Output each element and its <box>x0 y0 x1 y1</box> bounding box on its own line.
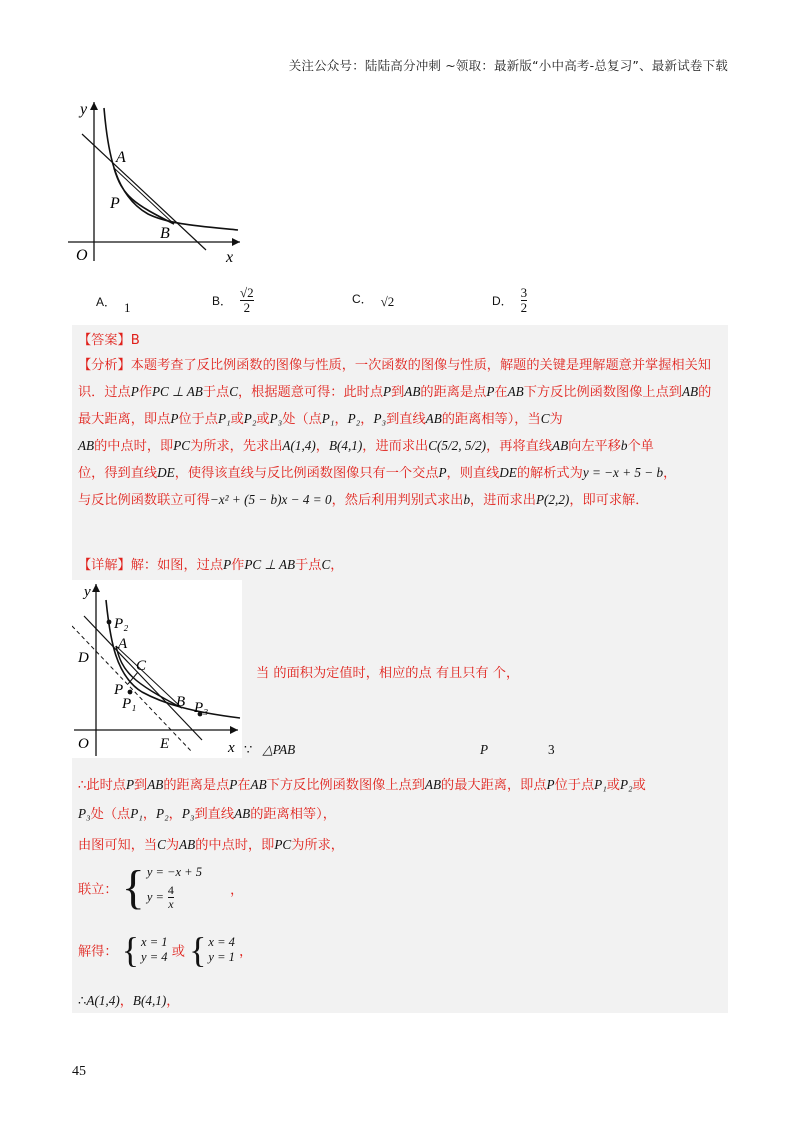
detail-system-setup: 联立： { y = −x + 5 y = $\frac{4}{x}$ ， <box>78 861 244 914</box>
choice-d-den: 2 <box>520 300 528 315</box>
detail-line-1: 【详解】解：如图，过点P作PC ⊥ AB于点C， <box>78 557 344 573</box>
fig2-label-x: x <box>228 740 235 756</box>
answer-line <box>78 328 724 354</box>
fig1-label-A: A <box>116 149 126 166</box>
detail-mid-3: 3 <box>548 742 555 757</box>
fig1-label-P: P <box>110 195 120 212</box>
choice-c-letter: C． <box>352 291 373 306</box>
choice-a[interactable] <box>96 286 131 316</box>
choice-d-letter: D． <box>492 294 513 308</box>
analysis-paragraph: 【分析】本题考查了反比例函数的图像与性质，一次函数的图像与性质，解题的关键是理解题意并掌握相关知识．过点P作PC ⊥ AB于点C，根据题意可得：此时点P到AB的距离是点P在AB下方反比例函数图像上点到AB的最大距离，即点P位于点P₁或P₂或P₃处（点P₁，P₂，P₃到直线AB的距离相等），当C为 AB的中点时，即PC为所求，先求出A(1,4)，B(4,1)，进而求出C(5/2, 5/2)，再将直线AB向左平移b个单 位，得到直线DE，使得该直线与反比例函数图像只有一个交点P，则直线DE的解析式为y = −x + 5 − b， 与反比例函数联立可得−x² + (5 − b)x − 4 = 0，然后利用判别式求出b，进而求出P(2,2)，即可求解． <box>78 358 712 508</box>
detail-line-4: 由图可知，当C为AB的中点时，即PC为所求， <box>78 837 344 853</box>
fig2-label-P: P <box>114 682 124 698</box>
choice-d-num: 3 <box>520 285 528 300</box>
choice-a-letter: A． <box>96 294 117 309</box>
solution-system-2: { x = 4 y = 1 <box>189 930 235 970</box>
fig1-label-O: O <box>76 247 88 264</box>
answer-choices <box>96 286 656 318</box>
figure-hyperbola-2 <box>72 580 242 758</box>
detail-conclusion: ∴A(1,4)，B(4,1)， <box>78 993 180 1009</box>
fig2-label-O: O <box>78 736 89 752</box>
fig2-label-A: A <box>118 636 128 652</box>
choice-c-value: √2 <box>380 294 395 309</box>
detail-mid-statement: 当 的面积为定值时，相应的点 有且只有 个， <box>256 666 520 681</box>
solution-system-1: { x = 1 y = 4 <box>121 930 168 970</box>
fig1-label-y: y <box>80 101 88 118</box>
choice-d-fraction <box>521 286 528 315</box>
page-header: 关注公众号：陆陆高分冲刺 ~领取：最新版“小中高考-总复习”、最新试卷下载 <box>288 58 728 73</box>
fig2-label-P1: P₁ <box>122 696 137 712</box>
choice-b-num: √2 <box>240 285 254 300</box>
choice-a-value: 1 <box>124 300 131 315</box>
fig2-label-E: E <box>160 736 170 752</box>
detail-mid-math: ∵ △PAB <box>244 742 296 757</box>
detail-line-2: ∴此时点P到AB的距离是点P在AB下方反比例函数图像上点到AB的最大距离，即点P位于点P₁或P₂或 <box>78 777 646 793</box>
fig2-label-D: D <box>78 650 89 666</box>
fig1-label-B: B <box>160 225 170 242</box>
detail-line-3: P₃处（点P₁，P₂，P₃到直线AB的距离相等）， <box>78 806 336 822</box>
fig2-label-y: y <box>84 584 91 600</box>
analysis-label: 【分析】 <box>78 358 131 373</box>
fig2-label-B: B <box>176 694 186 710</box>
choice-b-fraction <box>240 286 254 315</box>
choice-c[interactable] <box>352 286 394 310</box>
figure-hyperbola-1 <box>68 96 248 266</box>
page-number: 45 <box>72 1064 86 1079</box>
equation-system-1: { y = −x + 5 y = $\frac{4}{x}$ <box>121 861 202 914</box>
fig2-label-P2: P₂ <box>114 616 129 632</box>
fig1-label-x: x <box>226 249 234 266</box>
choice-b-den: 2 <box>243 300 251 315</box>
detail-label: 【详解】 <box>78 558 131 573</box>
choice-d[interactable] <box>492 286 527 315</box>
choice-b-letter: B． <box>212 294 233 308</box>
fig2-label-P3: P₃ <box>194 700 209 716</box>
detail-mid-P: P <box>480 742 489 757</box>
detail-solutions: 解得： { x = 1 y = 4 或 { x = 4 y = 1 ， <box>78 930 253 970</box>
fig2-label-C: C <box>136 658 147 674</box>
answer-label: 【答案】B <box>78 333 140 348</box>
choice-b[interactable] <box>212 286 254 315</box>
